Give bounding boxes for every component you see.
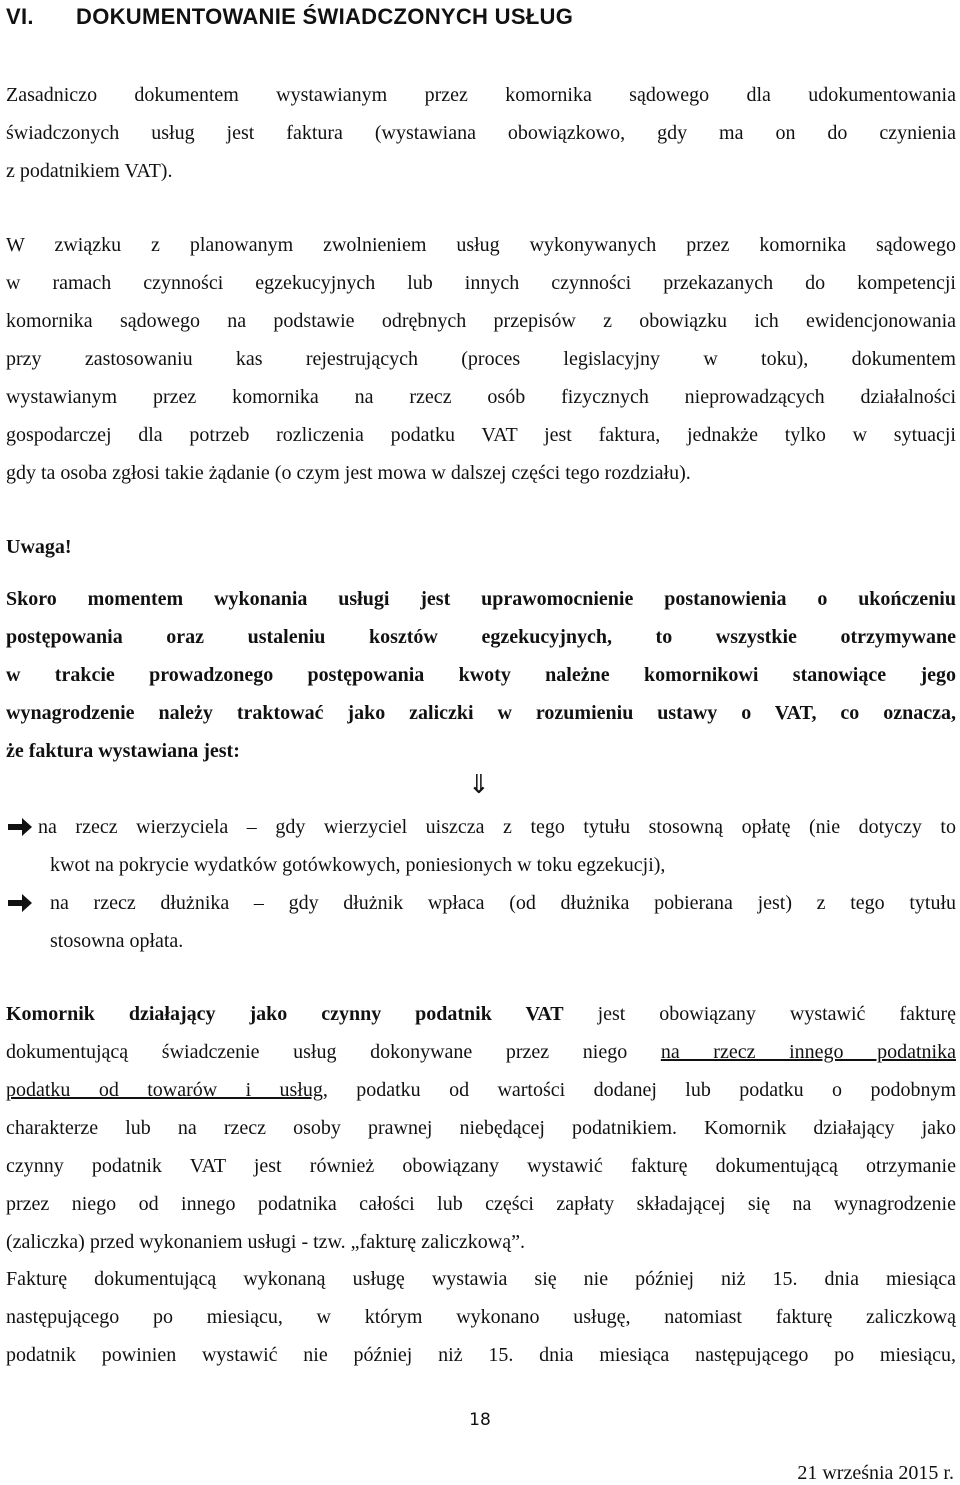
note-text: Uwaga! — [6, 536, 72, 558]
section-title: DOKUMENTOWANIE ŚWIADCZONYCH USŁUG — [76, 4, 574, 29]
text-line — [6, 1033, 956, 1071]
text-line: czynny podatnik VAT jest również obowiązany wystawić fakturę dokumentującą otrzymanie — [6, 1155, 956, 1177]
paragraph-exemption — [6, 226, 956, 492]
text-line: wystawianym przez komornika na rzecz osób fizycznych nieprowadzących działalności — [6, 386, 956, 408]
text-line: że faktura wystawiana jest: — [6, 740, 240, 762]
text-line: kwot na pokrycie wydatków gotówkowych, poniesionych w toku egzekucji), — [50, 854, 666, 876]
section-heading — [6, 4, 573, 30]
text-line: wynagrodzenie należy traktować jako zaliczki w rozumieniu ustawy o VAT, co oznacza, — [6, 702, 956, 724]
text-line: W związku z planowanym zwolnieniem usług wykonywanych przez komornika sądowego — [6, 234, 956, 256]
text-line: Fakturę dokumentującą wykonaną usługę wystawia się nie później niż 15. dnia miesiąca — [6, 1268, 956, 1290]
note-label — [6, 528, 956, 566]
right-arrow-icon — [6, 884, 34, 922]
list-item — [6, 884, 956, 960]
paragraph-vat-invoice — [6, 995, 956, 1261]
text-line: (zaliczka) przed wykonaniem usługi - tzw. „fakturę zaliczkową”. — [6, 1231, 526, 1253]
text-line: komornika sądowego na podstawie odrębnych przepisów z obowiązku ich ewidencjonowania — [6, 310, 956, 332]
underlined-phrase: na rzecz innego podatnika — [660, 1041, 956, 1063]
text-line: gdy ta osoba zgłosi takie żądanie (o czym jest mowa w dalszej części tego rozdziału). — [6, 462, 691, 484]
text-line: w trakcie prowadzonego postępowania kwoty należne komornikowi stanowiące jego — [6, 664, 956, 686]
text-run: dokumentującą świadczenie usług dokonywane przez niego — [6, 1041, 661, 1063]
text-line: Skoro momentem wykonania usługi jest uprawomocnienie postanowienia o ukończeniu — [6, 588, 956, 610]
list-item — [6, 808, 956, 884]
text-line: Zasadniczo dokumentem wystawianym przez komornika sądowego dla udokumentowania — [6, 84, 956, 106]
text-line: podatnik powinien wystawić nie później niż 15. dnia miesiąca następującego po miesiącu, — [6, 1344, 956, 1366]
paragraph-note — [6, 580, 956, 770]
text-line: gospodarczej dla potrzeb rozliczenia podatku VAT jest faktura, jednakże tylko w sytuacji — [6, 424, 956, 446]
footer-date: 21 września 2015 r. — [797, 1462, 954, 1484]
text-line: na rzecz dłużnika – gdy dłużnik wpłaca (od dłużnika pobierana jest) z tego tytułu — [50, 892, 956, 914]
paragraph-intro — [6, 76, 956, 190]
text-run: , podatku od wartości dodanej lub podatku o podobnym — [322, 1079, 956, 1101]
section-number: VI. — [6, 4, 34, 29]
text-line: następującego po miesiącu, w którym wykonano usługę, natomiast fakturę zaliczkową — [6, 1306, 956, 1328]
text-run: jest obowiązany wystawić fakturę — [563, 1003, 956, 1025]
down-arrow-icon: ⇓ — [468, 770, 490, 800]
text-line: postępowania oraz ustaleniu kosztów egzekucyjnych, to wszystkie otrzymywane — [6, 626, 956, 648]
text-line: przez niego od innego podatnika całości lub części zapłaty składającej się na wynagrodzenie — [6, 1193, 956, 1215]
text-line: na rzecz wierzyciela – gdy wierzyciel uiszcza z tego tytułu stosowną opłatę (nie dotyczy to — [38, 816, 956, 838]
underlined-phrase: podatku od towarów i usług — [6, 1079, 323, 1101]
paragraph-deadline — [6, 1260, 956, 1374]
text-line — [6, 995, 956, 1033]
text-line — [6, 1071, 956, 1109]
right-arrow-icon — [6, 808, 34, 846]
text-line: w ramach czynności egzekucyjnych lub innych czynności przekazanych do kompetencji — [6, 272, 956, 294]
text-line: stosowna opłata. — [50, 930, 184, 952]
bold-phrase: Komornik działający jako czynny podatnik VAT — [6, 1003, 564, 1025]
text-line: przy zastosowaniu kas rejestrujących (proces legislacyjny w toku), dokumentem — [6, 348, 956, 370]
text-line: z podatnikiem VAT). — [6, 160, 173, 182]
page-number: 18 — [469, 1410, 491, 1430]
text-line: charakterze lub na rzecz osoby prawnej niebędącej podatnikiem. Komornik działający jako — [6, 1117, 956, 1139]
text-line: świadczonych usług jest faktura (wystawiana obowiązkowo, gdy ma on do czynienia — [6, 122, 956, 144]
